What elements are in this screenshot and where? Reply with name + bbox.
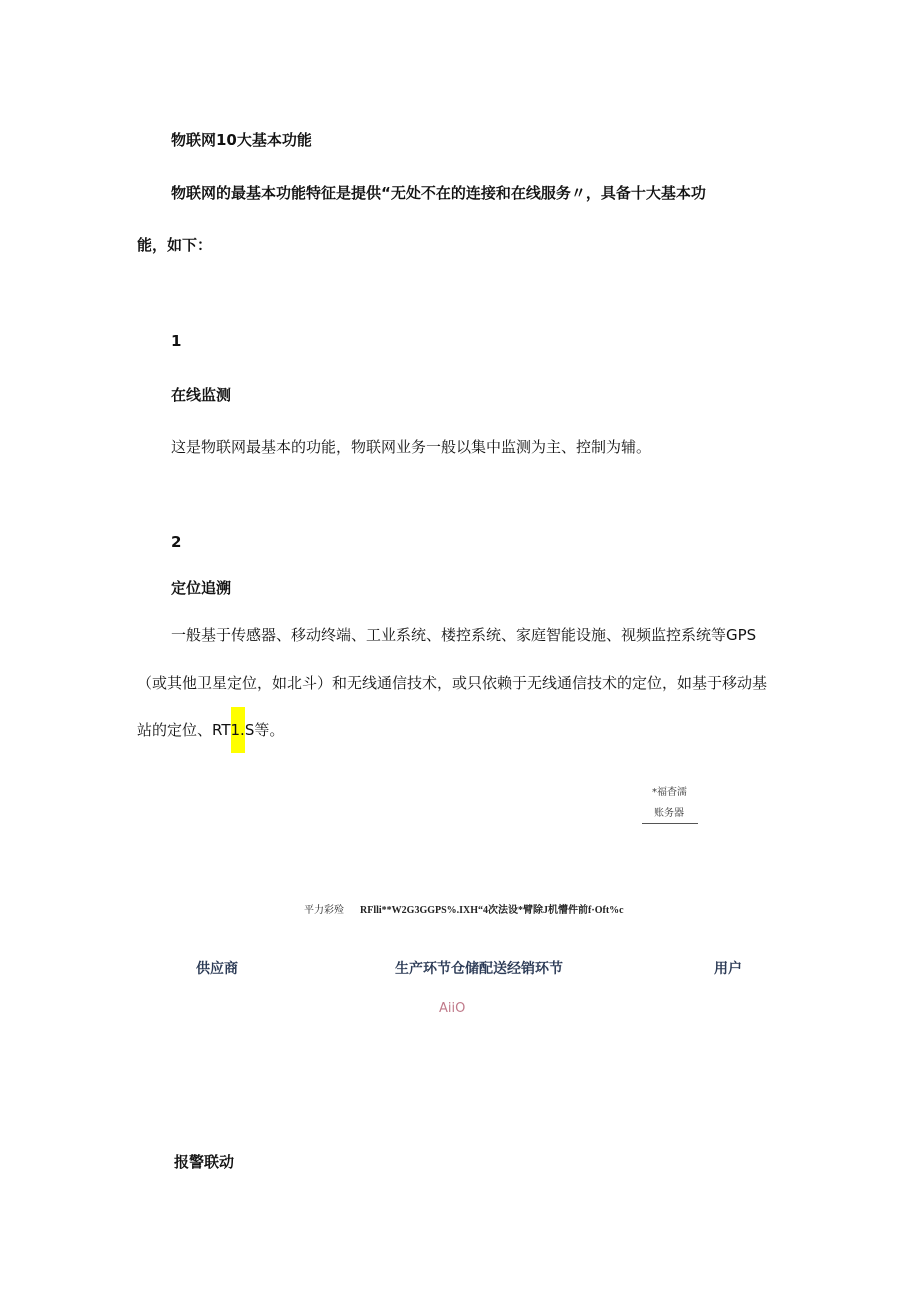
diagram-bottom-label: AiiO: [439, 1001, 466, 1016]
section-2-body-line-3: [137, 719, 284, 740]
node-supplier: 供应商: [196, 961, 238, 977]
flow-label-left: 平力彩殓: [304, 905, 344, 916]
highlighted-text: 1.: [231, 707, 245, 753]
section-2-body-line-2: （或其他卫星定位，如北斗）和无线通信技术，或只依赖于无线通信技术的定位，如基于移动基: [137, 674, 768, 692]
section-1-number: 1: [171, 332, 182, 350]
section-2-body-line-3-end: S等。: [244, 721, 285, 739]
section-2-body-line-3-start: 站的定位、RT: [137, 721, 231, 739]
server-label-2: 账务器: [642, 804, 698, 824]
section-2-heading: 定位追溯: [171, 579, 232, 597]
server-label-1: *福杳濡: [652, 787, 687, 798]
document-title: 物联网10大基本功能: [171, 131, 312, 149]
section-1-body: 这是物联网最基本的功能，物联网业务一般以集中监测为主、控制为辅。: [171, 438, 652, 456]
flow-label-right: RFlli**W2G3GGPS%.IXH“4次法设*臂除J机懵件前f·Oft%c: [360, 905, 624, 916]
node-user: 用户: [714, 961, 742, 977]
node-supply-chain: 生产环节仓储配送经销环节: [395, 961, 563, 977]
section-2-body-line-1: 一般基于传感器、移动终端、工业系统、楼控系统、家庭智能设施、视频监控系统等GPS: [171, 626, 757, 644]
next-section-heading: 报警联动: [174, 1153, 235, 1171]
intro-line-2: 能，如下：: [137, 236, 213, 254]
intro-line-1: 物联网的最基本功能特征是提供“无处不在的连接和在线服务〃，具备十大基本功: [171, 184, 706, 202]
section-2-number: 2: [171, 533, 182, 551]
section-1-heading: 在线监测: [171, 386, 232, 404]
